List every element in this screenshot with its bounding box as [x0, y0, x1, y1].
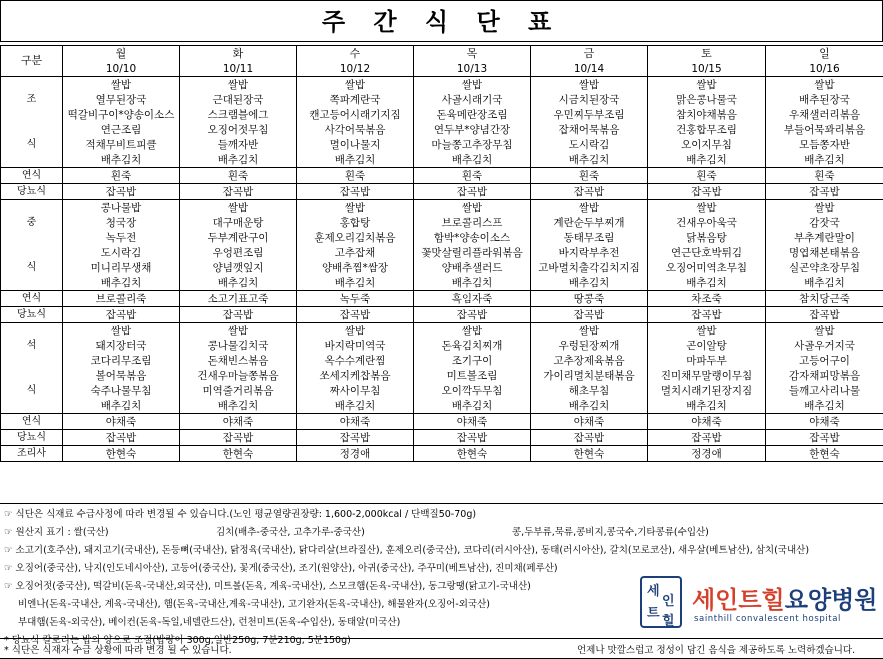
- cook-label-cell: 조리사: [1, 446, 63, 462]
- menu-item-cell: 스크램블에그: [180, 107, 297, 122]
- cook-cell: 한현숙: [531, 446, 648, 462]
- menu-item-cell: 곤이알탕: [648, 338, 766, 353]
- porridge-cell: 녹두죽: [297, 291, 414, 307]
- menu-item-cell: 쌀밥: [180, 323, 297, 339]
- note-origin-kimchi: 김치(배추-중국산, 고추가루-중국산): [216, 527, 365, 538]
- menu-item-cell: 연근단호박튀김: [648, 245, 766, 260]
- menu-item-cell: 배추김치: [766, 275, 883, 291]
- meal-label-cell: [1, 398, 63, 414]
- menu-item-cell: 돈채빈스볶음: [180, 353, 297, 368]
- day-cell: 일: [766, 46, 883, 62]
- note-processed-origin-3: 부대햄(돈육-외국산), 베이컨(돈육-독일,네델란드산), 런천미트(돈육-수입산), 동태알(미국산): [18, 617, 401, 628]
- meal-row: [1, 152, 883, 168]
- day-cell: 화: [180, 46, 297, 62]
- meal-row: [1, 92, 883, 107]
- menu-item-cell: 닭볶음탕: [648, 230, 766, 245]
- menu-item-cell: 부추계란말이: [766, 230, 883, 245]
- menu-item-cell: 쌀밥: [648, 323, 766, 339]
- diabetic-cell: 잡곡밥: [180, 430, 297, 446]
- menu-item-cell: 숙주나물무침: [63, 383, 180, 398]
- diabetic-cell: 잡곡밥: [531, 307, 648, 323]
- diabetic-cell: 잡곡밥: [766, 184, 883, 200]
- menu-item-cell: 명엽채본태볶음: [766, 245, 883, 260]
- menu-item-cell: 시금치된장국: [531, 92, 648, 107]
- menu-item-cell: 배추김치: [648, 275, 766, 291]
- date-cell: 10/10: [63, 61, 180, 77]
- note-origin-rice: ☞ 원산지 표기 : 쌀(국산): [4, 527, 109, 538]
- menu-item-cell: 훈제오리김치볶음: [297, 230, 414, 245]
- menu-item-cell: 콩나물김치국: [180, 338, 297, 353]
- menu-item-cell: 쪽파계란국: [297, 92, 414, 107]
- menu-item-cell: 브로콜리스프: [414, 215, 531, 230]
- porridge-label-cell: 연식: [1, 414, 63, 430]
- menu-item-cell: 동태무조림: [531, 230, 648, 245]
- menu-item-cell: 적채무비트피클: [63, 137, 180, 152]
- menu-item-cell: 배추된장국: [766, 92, 883, 107]
- meal-label-cell: [1, 122, 63, 137]
- menu-item-cell: 양념깻잎지: [180, 260, 297, 275]
- note-meat-origin: ☞ 소고기(호주산), 돼지고기(국내산), 돈등뼈(국내산), 닭정육(국내산), 닭다리살(브라질산), 훈제오리(중국산), 코다리(러시아산), 동태(러시아산), 갈치(모로코산), 새우살(베트남산), 삼치(국내산): [4, 545, 810, 556]
- note-processed-origin-2: 비엔나(돈육-국내산, 계육-국내산), 햄(돈육-국내산,계육-국내산), 고기완자(돈육-국내산), 해물완자(오징어-외국산): [18, 599, 491, 610]
- porridge-cell: 흰죽: [180, 168, 297, 184]
- porridge-cell: 참치당근죽: [766, 291, 883, 307]
- menu-item-cell: 옥수수계란찜: [297, 353, 414, 368]
- meal-row: [1, 200, 883, 216]
- porridge-cell: 흰죽: [297, 168, 414, 184]
- menu-item-cell: 쌀밥: [297, 77, 414, 93]
- menu-item-cell: 쌀밥: [414, 323, 531, 339]
- footer-message: 언제나 맛깔스럽고 정성이 담긴 음식을 제공하도록 노력하겠습니다.: [577, 645, 856, 656]
- porridge-cell: 야채죽: [766, 414, 883, 430]
- menu-item-cell: 고추잡채: [297, 245, 414, 260]
- menu-item-cell: 녹두전: [63, 230, 180, 245]
- menu-item-cell: 진미채무말랭이무침: [648, 368, 766, 383]
- menu-item-cell: 들깨자반: [180, 137, 297, 152]
- menu-item-cell: 감잣국: [766, 215, 883, 230]
- diabetic-cell: 잡곡밥: [531, 184, 648, 200]
- meal-row: [1, 260, 883, 275]
- diabetic-cell: 잡곡밥: [531, 430, 648, 446]
- porridge-row: [1, 291, 883, 307]
- meal-row: [1, 323, 883, 339]
- meal-label-cell: [1, 368, 63, 383]
- porridge-cell: 브로콜리죽: [63, 291, 180, 307]
- meal-row: [1, 368, 883, 383]
- menu-item-cell: 고추장제육볶음: [531, 353, 648, 368]
- menu-item-cell: 우엉편조림: [180, 245, 297, 260]
- menu-item-cell: 돼지장터국: [63, 338, 180, 353]
- menu-item-cell: 대구매운탕: [180, 215, 297, 230]
- meal-label-cell: [1, 77, 63, 93]
- menu-item-cell: 쌀밥: [766, 200, 883, 216]
- meal-label-cell: 중: [1, 215, 63, 230]
- meal-label-cell: [1, 275, 63, 291]
- porridge-label-cell: 연식: [1, 168, 63, 184]
- meal-label-cell: [1, 152, 63, 168]
- meal-label-cell: 식: [1, 260, 63, 275]
- menu-item-cell: 부들어묵꽈리볶음: [766, 122, 883, 137]
- menu-item-cell: 오이지무침: [648, 137, 766, 152]
- meal-label-cell: [1, 230, 63, 245]
- meal-label-cell: [1, 245, 63, 260]
- menu-item-cell: 배추김치: [414, 398, 531, 414]
- meal-label-cell: [1, 353, 63, 368]
- menu-item-cell: 고바멸치출각김치지짐: [531, 260, 648, 275]
- meal-row: [1, 353, 883, 368]
- menu-item-cell: 사각어묵볶음: [297, 122, 414, 137]
- diabetic-row: [1, 184, 883, 200]
- date-header-row: [1, 61, 883, 77]
- note-origin: [4, 524, 883, 538]
- day-cell: 금: [531, 46, 648, 62]
- diabetic-cell: 잡곡밥: [766, 307, 883, 323]
- menu-item-cell: 오이깍두무침: [414, 383, 531, 398]
- menu-item-cell: 짜사이무침: [297, 383, 414, 398]
- menu-item-cell: 배추김치: [766, 398, 883, 414]
- menu-item-cell: 해초무침: [531, 383, 648, 398]
- menu-item-cell: 열무된장국: [63, 92, 180, 107]
- menu-item-cell: 계란순두부찌개: [531, 215, 648, 230]
- menu-item-cell: 멸이나물지: [297, 137, 414, 152]
- menu-item-cell: 배추김치: [766, 152, 883, 168]
- diabetic-cell: 잡곡밥: [648, 430, 766, 446]
- menu-item-cell: 두부계란구이: [180, 230, 297, 245]
- note-origin-beans: 콩,두부류,묵류,콩비지,콩국수,기타콩류(수입산): [512, 527, 709, 538]
- menu-item-cell: 배추김치: [297, 398, 414, 414]
- meal-row: [1, 137, 883, 152]
- menu-item-cell: 배추김치: [648, 398, 766, 414]
- menu-item-cell: 들깨고사리나물: [766, 383, 883, 398]
- menu-item-cell: 청국장: [63, 215, 180, 230]
- menu-item-cell: 쌀밥: [531, 323, 648, 339]
- menu-item-cell: 배추김치: [531, 152, 648, 168]
- menu-item-cell: 쌀밥: [648, 77, 766, 93]
- menu-item-cell: 실곤약초장무침: [766, 260, 883, 275]
- meal-row: [1, 77, 883, 93]
- date-cell: 10/11: [180, 61, 297, 77]
- diabetic-label-cell: 당뇨식: [1, 184, 63, 200]
- menu-item-cell: 코다리무조림: [63, 353, 180, 368]
- footer-divider: [0, 638, 883, 639]
- diabetic-cell: 잡곡밥: [648, 184, 766, 200]
- porridge-cell: 야채죽: [648, 414, 766, 430]
- menu-item-cell: 오징어미역초무침: [648, 260, 766, 275]
- logo-mark-char: 힐: [662, 614, 675, 629]
- menu-item-cell: 배추김치: [414, 152, 531, 168]
- menu-item-cell: 홍합탕: [297, 215, 414, 230]
- logo-mark-char: 트: [647, 606, 660, 621]
- hospital-logo: [640, 574, 880, 632]
- menu-item-cell: 연근조림: [63, 122, 180, 137]
- meal-label-cell: [1, 107, 63, 122]
- diabetic-cell: 잡곡밥: [648, 307, 766, 323]
- menu-item-cell: 콩나물밥: [63, 200, 180, 216]
- menu-item-cell: 가이리멸치분태볶음: [531, 368, 648, 383]
- menu-item-cell: 감자채피망볶음: [766, 368, 883, 383]
- diabetic-cell: 잡곡밥: [414, 430, 531, 446]
- menu-item-cell: 조기구이: [414, 353, 531, 368]
- menu-item-cell: 떡갈비구이*양송이소스: [63, 107, 180, 122]
- diabetic-cell: 잡곡밥: [180, 184, 297, 200]
- diabetic-cell: 잡곡밥: [297, 430, 414, 446]
- menu-item-cell: 바지락미역국: [297, 338, 414, 353]
- diabetic-cell: 잡곡밥: [63, 307, 180, 323]
- porridge-cell: 흑임자죽: [414, 291, 531, 307]
- menu-item-cell: 배추김치: [63, 152, 180, 168]
- menu-item-cell: 배추김치: [414, 275, 531, 291]
- porridge-cell: 흰죽: [531, 168, 648, 184]
- meal-row: [1, 215, 883, 230]
- porridge-cell: 흰죽: [63, 168, 180, 184]
- diabetic-cell: 잡곡밥: [297, 184, 414, 200]
- diabetic-label-cell: 당뇨식: [1, 430, 63, 446]
- date-cell: 10/13: [414, 61, 531, 77]
- meal-label-cell: [1, 200, 63, 216]
- porridge-cell: 흰죽: [414, 168, 531, 184]
- menu-item-cell: 배추김치: [180, 152, 297, 168]
- meal-row: [1, 398, 883, 414]
- menu-table: [0, 45, 883, 462]
- meal-row: [1, 107, 883, 122]
- porridge-cell: 야채죽: [531, 414, 648, 430]
- menu-item-cell: 쌀밥: [63, 323, 180, 339]
- menu-item-cell: 배추김치: [531, 275, 648, 291]
- note-diabetic-calorie: * 당뇨식 칼로리는 밥의 양으로 조절(밥량이 300g,일반250g, 7분210g, 5분150g): [4, 635, 351, 646]
- menu-item-cell: 우민찌두부조림: [531, 107, 648, 122]
- menu-item-cell: 배추김치: [297, 275, 414, 291]
- menu-item-cell: 우채샐러리볶음: [766, 107, 883, 122]
- day-cell: 수: [297, 46, 414, 62]
- date-cell: 10/15: [648, 61, 766, 77]
- menu-item-cell: 도시락김: [63, 245, 180, 260]
- menu-item-cell: 배추김치: [648, 152, 766, 168]
- menu-item-cell: 쌀밥: [531, 77, 648, 93]
- logo-mark-char: 인: [662, 594, 675, 609]
- porridge-cell: 흰죽: [766, 168, 883, 184]
- porridge-cell: 땅콩죽: [531, 291, 648, 307]
- menu-item-cell: 쌀밥: [180, 200, 297, 216]
- porridge-cell: 야채죽: [180, 414, 297, 430]
- menu-item-cell: 돈육메란장조림: [414, 107, 531, 122]
- cook-cell: 정경애: [648, 446, 766, 462]
- logo-mark-icon: [640, 576, 682, 628]
- porridge-cell: 소고기표고죽: [180, 291, 297, 307]
- menu-item-cell: 도시락김: [531, 137, 648, 152]
- menu-item-cell: 참치야채볶음: [648, 107, 766, 122]
- meal-label-cell: 석: [1, 338, 63, 353]
- day-cell: 토: [648, 46, 766, 62]
- menu-item-cell: 쌀밥: [63, 77, 180, 93]
- menu-item-cell: 마늘쫑고추장무침: [414, 137, 531, 152]
- menu-item-cell: 함박*양송이소스: [414, 230, 531, 245]
- meal-row: [1, 230, 883, 245]
- day-cell: 목: [414, 46, 531, 62]
- porridge-row: [1, 168, 883, 184]
- menu-item-cell: 쌀밥: [766, 77, 883, 93]
- menu-item-cell: 건홍합무조림: [648, 122, 766, 137]
- meal-label-cell: 식: [1, 383, 63, 398]
- menu-item-cell: 배추김치: [63, 398, 180, 414]
- date-cell: 10/14: [531, 61, 648, 77]
- header-label-cell: 구분: [1, 46, 63, 77]
- menu-item-cell: 우렁된장찌개: [531, 338, 648, 353]
- menu-item-cell: 배추김치: [531, 398, 648, 414]
- menu-item-cell: 돈육김치찌개: [414, 338, 531, 353]
- menu-item-cell: 오징어젓무침: [180, 122, 297, 137]
- cook-cell: 한현숙: [414, 446, 531, 462]
- logo-name: [692, 580, 878, 615]
- menu-item-cell: 배추김치: [63, 275, 180, 291]
- footer-disclaimer: * 식단은 식재자 수급 상황에 따라 변경 될 수 있습니다.: [4, 645, 232, 656]
- diabetic-cell: 잡곡밥: [63, 184, 180, 200]
- meal-label-cell: 식: [1, 137, 63, 152]
- cook-row: [1, 446, 883, 462]
- meal-row: [1, 338, 883, 353]
- menu-item-cell: 배추김치: [180, 398, 297, 414]
- page-title: 주 간 식 단 표: [0, 0, 883, 42]
- porridge-cell: 흰죽: [648, 168, 766, 184]
- diabetic-cell: 잡곡밥: [414, 307, 531, 323]
- porridge-cell: 야채죽: [63, 414, 180, 430]
- porridge-cell: 야채죽: [297, 414, 414, 430]
- cook-cell: 한현숙: [63, 446, 180, 462]
- diabetic-cell: 잡곡밥: [180, 307, 297, 323]
- diabetic-cell: 잡곡밥: [297, 307, 414, 323]
- menu-item-cell: 양배추찜*쌈장: [297, 260, 414, 275]
- meal-row: [1, 122, 883, 137]
- menu-item-cell: 멸치시래기된장지짐: [648, 383, 766, 398]
- note-processed-origin: ☞ 오징어젓(중국산), 떡갈비(돈육-국내산,외국산), 미트볼(돈육, 계육-국내산), 스모크햄(돈육-국내산), 동그랑땡(닭고기-국내산): [4, 581, 531, 592]
- menu-item-cell: 꽃맛살릴리플라워볶음: [414, 245, 531, 260]
- menu-item-cell: 고등어구이: [766, 353, 883, 368]
- porridge-label-cell: 연식: [1, 291, 63, 307]
- menu-item-cell: 쌀밥: [297, 323, 414, 339]
- date-cell: 10/16: [766, 61, 883, 77]
- meal-label-cell: [1, 323, 63, 339]
- menu-item-cell: 쌀밥: [180, 77, 297, 93]
- diabetic-row: [1, 430, 883, 446]
- meal-label-cell: 조: [1, 92, 63, 107]
- menu-item-cell: 캔고등어시래기지짐: [297, 107, 414, 122]
- porridge-row: [1, 414, 883, 430]
- diabetic-cell: 잡곡밥: [414, 184, 531, 200]
- menu-item-cell: 모듬쫑자반: [766, 137, 883, 152]
- diabetic-cell: 잡곡밥: [63, 430, 180, 446]
- menu-item-cell: 건새우마늘쫑볶음: [180, 368, 297, 383]
- menu-item-cell: 미트볼조림: [414, 368, 531, 383]
- diabetic-row: [1, 307, 883, 323]
- menu-item-cell: 쌀밥: [531, 200, 648, 216]
- menu-item-cell: 배추김치: [297, 152, 414, 168]
- menu-item-cell: 미니리무생채: [63, 260, 180, 275]
- menu-item-cell: 사골시래기국: [414, 92, 531, 107]
- menu-item-cell: 바지락부추전: [531, 245, 648, 260]
- menu-item-cell: 쌀밥: [414, 200, 531, 216]
- meal-row: [1, 245, 883, 260]
- menu-item-cell: 쌀밥: [648, 200, 766, 216]
- porridge-cell: 차조죽: [648, 291, 766, 307]
- menu-item-cell: 배추김치: [180, 275, 297, 291]
- day-header-row: [1, 46, 883, 62]
- logo-subtitle: sainthill convalescent hospital: [694, 614, 842, 624]
- menu-item-cell: 사골우거지국: [766, 338, 883, 353]
- menu-item-cell: 쏘세지케찹볶음: [297, 368, 414, 383]
- date-cell: 10/12: [297, 61, 414, 77]
- logo-name-suffix: 요양병원: [784, 586, 878, 614]
- cook-cell: 한현숙: [180, 446, 297, 462]
- cook-cell: 한현숙: [766, 446, 883, 462]
- note-calorie: ☞ 식단은 식재료 수급사정에 따라 변경될 수 있습니다.(노인 평균열량권장량: 1,600-2,000kcal / 단백질50-70g): [4, 509, 477, 520]
- meal-row: [1, 275, 883, 291]
- menu-item-cell: 미역줄거리볶음: [180, 383, 297, 398]
- day-cell: 월: [63, 46, 180, 62]
- porridge-cell: 야채죽: [414, 414, 531, 430]
- meal-row: [1, 383, 883, 398]
- menu-item-cell: 맑은콩나물국: [648, 92, 766, 107]
- note-seafood-origin: ☞ 오징어(중국산), 낙지(인도네시아산), 고등어(중국산), 꽃게(중국산), 조기(원양산), 아귀(중국산), 주꾸미(베트남산), 진미채(페루산): [4, 563, 558, 574]
- menu-item-cell: 쌀밥: [297, 200, 414, 216]
- menu-item-cell: 볼어묵볶음: [63, 368, 180, 383]
- menu-item-cell: 마파두부: [648, 353, 766, 368]
- menu-item-cell: 연두부*양념간장: [414, 122, 531, 137]
- menu-item-cell: 근대된장국: [180, 92, 297, 107]
- menu-item-cell: 건새우아욱국: [648, 215, 766, 230]
- menu-item-cell: 쌀밥: [414, 77, 531, 93]
- diabetic-label-cell: 당뇨식: [1, 307, 63, 323]
- menu-item-cell: 양배추샐러드: [414, 260, 531, 275]
- logo-name-main: 세인트힐: [692, 586, 785, 614]
- logo-mark-char: 세: [647, 584, 660, 599]
- cook-cell: 정경애: [297, 446, 414, 462]
- menu-item-cell: 잡채어묵볶음: [531, 122, 648, 137]
- diabetic-cell: 잡곡밥: [766, 430, 883, 446]
- menu-item-cell: 쌀밥: [766, 323, 883, 339]
